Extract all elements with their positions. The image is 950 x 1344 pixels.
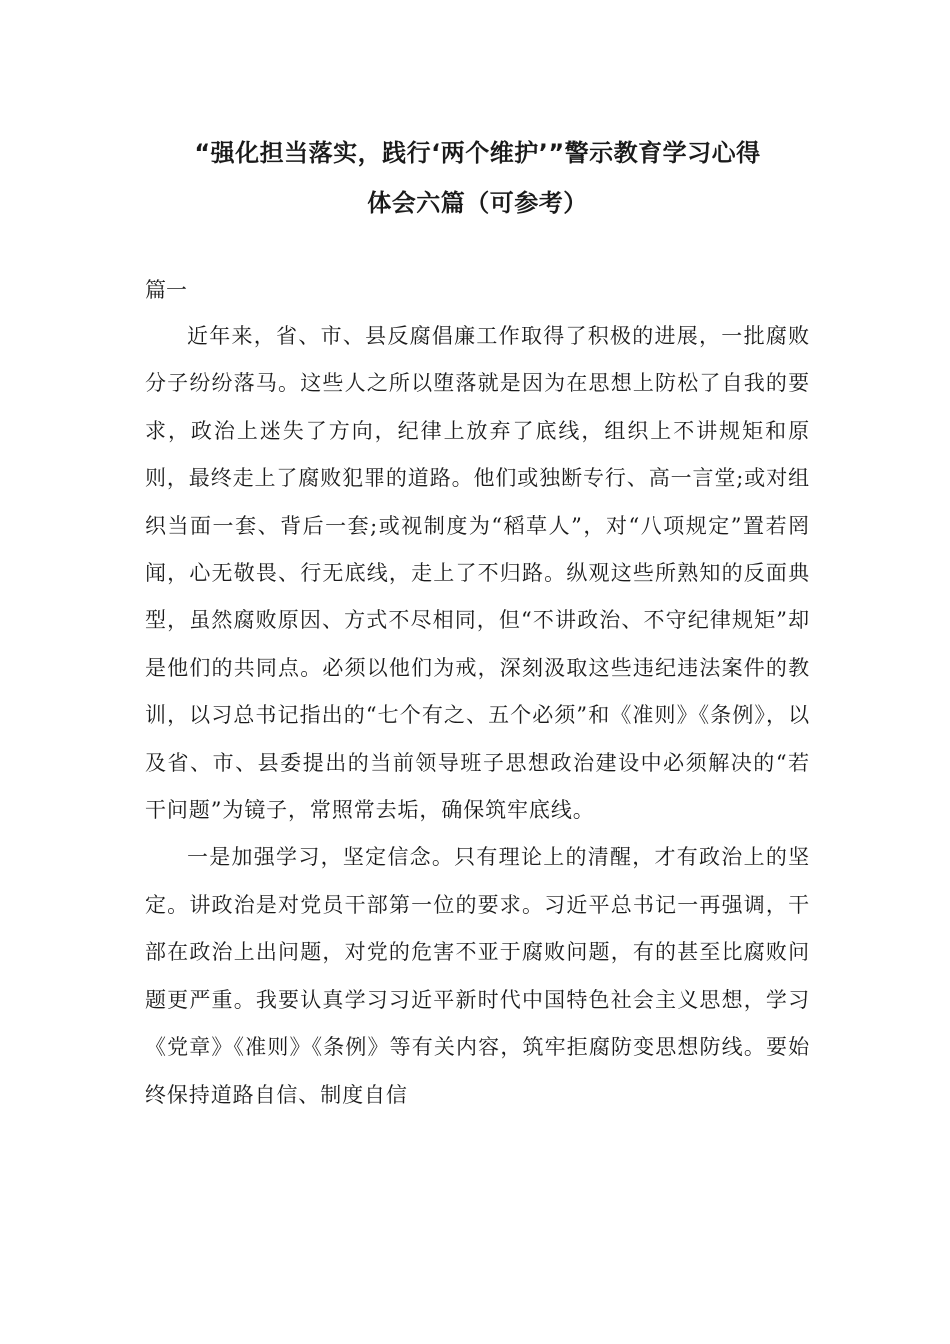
document-page	[145, 128, 810, 1119]
document-title	[145, 128, 810, 228]
title-line-1: “强化担当落实，践行‘两个维护’”警示教育学习心得	[194, 139, 761, 167]
paragraph-1: 近年来，省、市、县反腐倡廉工作取得了积极的进展，一批腐败分子纷纷落马。这些人之所以堕落就是因为在思想上防松了自我的要求，政治上迷失了方向，纪律上放弃了底线，组织上不讲规矩和原则，最终走上了腐败犯罪的道路。他们或独断专行、高一言堂;或对组织当面一套、背后一套;或视制度为“稻草人”，对“八项规定”置若罔闻，心无敬畏、行无底线，走上了不归路。纵观这些所熟知的反面典型，虽然腐败原因、方式不尽相同，但“不讲政治、不守纪律规矩”却是他们的共同点。必须以他们为戒，深刻汲取这些违纪违法案件的教训，以习总书记指出的“七个有之、五个必须”和《准则》《条例》，以及省、市、县委提出的当前领导班子思想政治建设中必须解决的“若干问题”为镜子，常照常去垢，确保筑牢底线。	[145, 324, 810, 823]
title-line-2: 体会六篇（可参考）	[367, 189, 588, 217]
paragraph-2: 一是加强学习，坚定信念。只有理论上的清醒，才有政治上的坚定。讲政治是对党员干部第一位的要求。习近平总书记一再强调，干部在政治上出问题，对党的危害不亚于腐败问题，有的甚至比腐败问题更严重。我要认真学习习近平新时代中国特色社会主义思想，学习《党章》《准则》《条例》等有关内容，筑牢拒腐防变思想防线。要始终保持道路自信、制度自信	[145, 845, 810, 1107]
section-heading: 篇一	[145, 278, 187, 302]
